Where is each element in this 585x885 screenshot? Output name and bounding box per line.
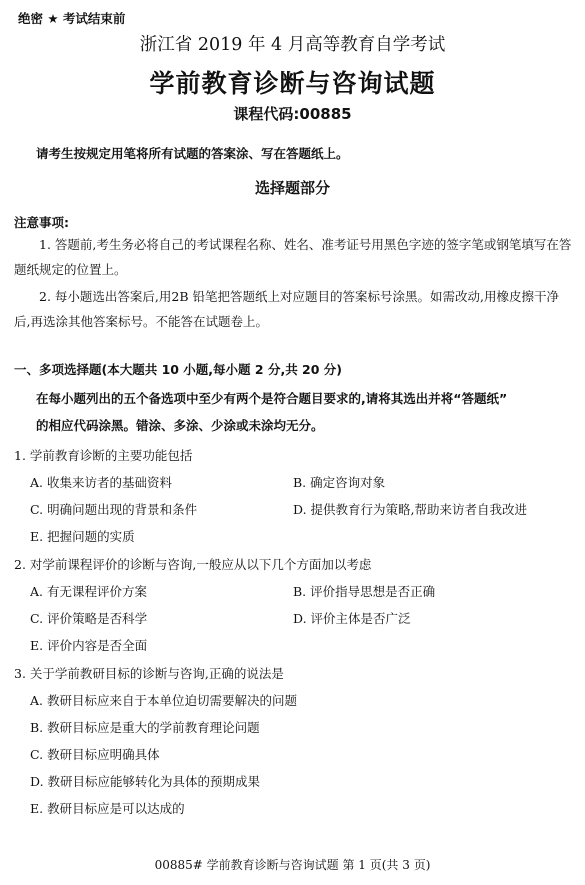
question-2-stem: 2. 对学前课程评价的诊断与咨询,一般应从以下几个方面加以考虑 — [14, 557, 372, 572]
question-2-option-e: E. 评价内容是否全面 — [30, 638, 148, 653]
section-title: 选择题部分 — [254, 179, 330, 197]
confidential-mark: 绝密 ★ 考试结束前 — [18, 11, 126, 26]
part-heading: 一、多项选择题(本大题共 10 小题,每小题 2 分,共 20 分) — [14, 362, 343, 377]
course-code: 课程代码:00885 — [233, 105, 352, 123]
question-3-option-b: B. 教研目标应是重大的学前教育理论问题 — [30, 720, 260, 735]
question-1-option-e: E. 把握问题的实质 — [30, 529, 135, 544]
question-2-option-c: C. 评价策略是否科学 — [30, 611, 148, 626]
paper-title: 学前教育诊断与咨询试题 — [149, 69, 436, 98]
notes-heading: 注意事项: — [14, 215, 69, 230]
question-2-option-b: B. 评价指导思想是否正确 — [293, 584, 436, 599]
question-1-option-d: D. 提供教育行为策略,帮助来访者自我改进 — [293, 502, 527, 517]
question-1-option-a: A. 收集来访者的基础资料 — [30, 475, 172, 490]
part-instruction-line-2: 的相应代码涂黑。错涂、多涂、少涂或未涂均无分。 — [36, 418, 324, 433]
question-3-option-a: A. 教研目标应来自于本单位迫切需要解决的问题 — [30, 693, 297, 708]
note-item-1: 1. 答题前,考生务必将自己的考试课程名称、姓名、准考证号用黑色字迹的签字笔或钢笔填写在答题纸规定的位置上。 — [14, 237, 572, 277]
exam-name: 浙江省 2019 年 4 月高等教育自学考试 — [139, 35, 446, 55]
question-1-option-b: B. 确定咨询对象 — [293, 475, 386, 490]
question-2-option-d: D. 评价主体是否广泛 — [293, 611, 411, 626]
question-3-option-d: D. 教研目标应能够转化为具体的预期成果 — [30, 774, 261, 789]
part-instruction-line-1: 在每小题列出的五个备选项中至少有两个是符合题目要求的,请将其选出并将“答题纸” — [36, 391, 508, 406]
question-1-stem: 1. 学前教育诊断的主要功能包括 — [14, 448, 193, 463]
question-3-option-e: E. 教研目标应是可以达成的 — [30, 801, 185, 816]
question-2-option-a: A. 有无课程评价方案 — [30, 584, 147, 599]
question-3-stem: 3. 关于学前教研目标的诊断与咨询,正确的说法是 — [14, 666, 284, 681]
page-footer: 00885# 学前教育诊断与咨询试题 第 1 页(共 3 页) — [154, 858, 431, 872]
note-item-2: 2. 每小题选出答案后,用2B 铅笔把答题纸上对应题目的答案标号涂黑。如需改动,用橡皮擦干净后,再选涂其他答案标号。不能答在试题卷上。 — [14, 289, 559, 329]
question-1-option-c: C. 明确问题出现的背景和条件 — [30, 502, 198, 517]
answer-instruction: 请考生按规定用笔将所有试题的答案涂、写在答题纸上。 — [36, 146, 349, 161]
question-3-option-c: C. 教研目标应明确具体 — [30, 747, 160, 762]
